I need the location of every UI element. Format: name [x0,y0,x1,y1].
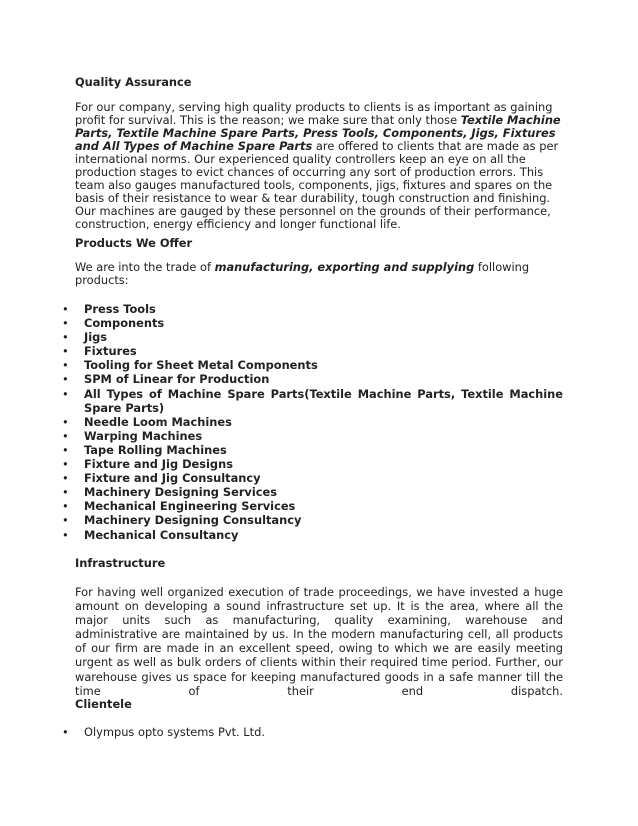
clientele-heading: Clientele [75,697,132,711]
bullet-icon: • [62,316,69,331]
product-label: All Types of Machine Spare Parts(Textile Machine Parts, Textile Machine Spare Parts) [84,386,563,415]
bullet-icon: • [62,414,69,429]
list-item [58,344,563,358]
product-label: Machinery Designing Consultancy [84,513,302,528]
bullet-icon: • [62,344,69,359]
list-item [58,528,563,542]
list-item [58,429,563,443]
products-intro-emphasis: manufacturing, exporting and supplying [214,260,475,274]
client-label: Olympus opto systems Pvt. Ltd. [84,725,265,739]
clientele-section [75,698,563,711]
product-label: Machinery Designing Services [84,485,278,500]
list-item [58,485,563,499]
quality-text-rest: are offered to clients that are made as per international norms. Our experienced quality controllers keep an eye on all the production stages to evict chances of occurring any sort of production errors. This team also gauges manufactured tools, components, jigs, fixtures and spares on the basis of their resistance to wear & tear durability, tough construction and finishing. Our machines are gauged by these personnel on the grounds of their performance, construction, energy efficiency and longer functional life. [75,139,559,231]
list-item [58,499,563,513]
bullet-icon: • [62,499,69,514]
quality-text-start: For our company, serving high quality products to clients is as important as gaining profit for survival. This is the reason; we make sure that only those [75,100,553,127]
products-intro [75,261,563,287]
infrastructure-heading: Infrastructure [75,556,166,570]
product-label: Fixture and Jig Consultancy [84,471,261,486]
list-item [58,302,563,316]
bullet-icon: • [62,725,69,739]
product-label: Jigs [84,330,108,345]
product-label: Press Tools [84,302,156,316]
product-label: Mechanical Consultancy [84,527,239,542]
clientele-list [58,725,563,739]
list-item [58,443,563,457]
product-label: Fixtures [84,344,137,359]
bullet-icon: • [62,358,69,373]
list-item [58,358,563,372]
product-label: Components [84,316,165,331]
products-intro-end: following products: [75,260,530,287]
quality-assurance-paragraph [75,101,563,231]
list-item [58,387,563,415]
bullet-icon: • [62,330,69,345]
bullet-icon: • [62,428,69,443]
quality-assurance-heading: Quality Assurance [75,75,192,89]
product-label: Warping Machines [84,428,203,443]
bullet-icon: • [62,372,69,387]
list-item [58,330,563,344]
product-label: Mechanical Engineering Services [84,499,296,514]
list-item [58,372,563,386]
bullet-icon: • [62,513,69,528]
bullet-icon: • [62,302,69,316]
product-label: Fixture and Jig Designs [84,457,233,472]
infrastructure-section [75,557,563,570]
list-item [58,513,563,527]
product-label: Tape Rolling Machines [84,442,227,457]
infrastructure-paragraph: For having well organized execution of trade proceedings, we have invested a huge amount on developing a sound infrastructure set up. It is the area, where all the major units such as manufacturing, quality examining, warehouse and administrative are maintained by us. In the modern manufacturing cell, all products of our firm are made in an excellent speed, owing to which we are easily meeting urgent as well as bulk orders of clients within their required time period. Further, our warehouse gives us space for keeping manufactured goods in a safe manner till the time of their end dispatch. [75,585,563,698]
quality-products-emphasis: Textile Machine Parts, Textile Machine Spare Parts, Press Tools, Components, Jigs, Fixtures and All Types of Machine Spare Parts [75,113,561,153]
product-label: SPM of Linear for Production [84,372,270,387]
products-heading: Products We Offer [75,236,193,250]
bullet-icon: • [62,386,69,401]
list-item [58,725,563,739]
list-item [58,457,563,471]
quality-assurance-body [75,101,563,231]
product-label: Tooling for Sheet Metal Components [84,358,318,373]
bullet-icon: • [62,442,69,457]
product-label: Needle Loom Machines [84,414,232,429]
list-item [58,415,563,429]
products-list [58,302,563,542]
bullet-icon: • [62,457,69,472]
products-intro-paragraph [75,261,563,287]
bullet-icon: • [62,485,69,500]
products-intro-start: We are into the trade of [75,260,215,274]
bullet-icon: • [62,527,69,542]
list-item [58,471,563,485]
products-section [75,237,563,250]
infrastructure-body [75,585,563,698]
list-item [58,316,563,330]
quality-assurance-section [75,76,563,89]
bullet-icon: • [62,471,69,486]
